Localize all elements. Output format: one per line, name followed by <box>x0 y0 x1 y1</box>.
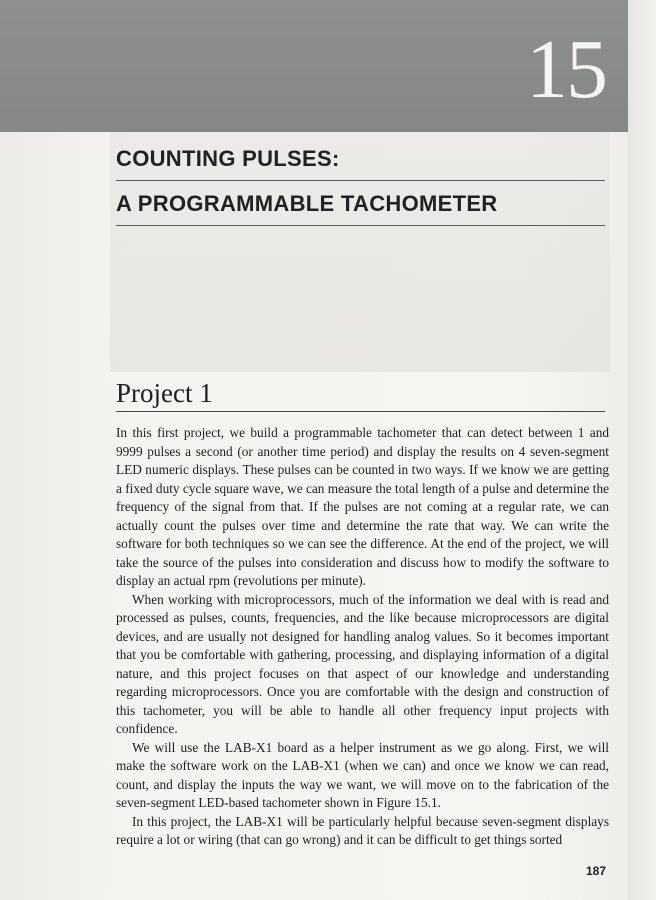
chapter-title <box>116 142 605 226</box>
paragraph: In this project, the LAB-X1 will be particularly helpful because seven-segment displays require a lot or wiring (that can go wrong) and it can be difficult to get things sorted <box>116 813 609 847</box>
page-number: 187 <box>585 864 606 878</box>
chapter-title-line-1: COUNTING PULSES: <box>116 142 605 181</box>
paragraph: When working with microprocessors, much of the information we deal with is read and processed as pulses, counts, frequencies, and the like because microprocessors are digital devices, and are usually not designed for handling analog values. So it becomes important that you be comfortable with gathering, processing, and displaying information of a digital nature, and this project focuses on that aspect of our knowledge and understanding regarding microprocessors. Once you are comfortable with the design and construction of this tachometer, you will be able to handle all other frequency input projects with confidence. <box>116 591 609 736</box>
chapter-number: 15 <box>526 23 606 116</box>
paragraph: We will use the LAB-X1 board as a helper instrument as we go along. First, we will make the software work on the LAB-X1 (when we can) and once we know we can read, count, and display the inputs the way we want, we will move on to the fabrication of the seven-segment LED-based tachometer shown in Figure 15.1. <box>116 739 609 810</box>
chapter-title-line-2: A PROGRAMMABLE TACHOMETER <box>116 187 605 226</box>
section-heading: Project 1 <box>116 378 605 412</box>
page-edge <box>628 0 656 900</box>
paragraph: In this first project, we build a programmable tachometer that can detect between 1 and 9999 pulses a second (or another time period) and display the results on 4 seven-segment LED numeric displays. These pulses can be counted in two ways. If we know we are getting a fixed duty cycle square wave, we can measure the total length of a pulse and determine the frequency of the signal from that. If the pulses are not coming at a regular rate, we can actually count the pulses over time and determine the rate that way. We can write the software for both techniques so we can see the difference. At the end of the project, we will take the source of the pulses into consideration and discuss how to modify the software to display an actual rpm (revolutions per minute). <box>116 425 609 588</box>
body-text <box>116 424 609 850</box>
